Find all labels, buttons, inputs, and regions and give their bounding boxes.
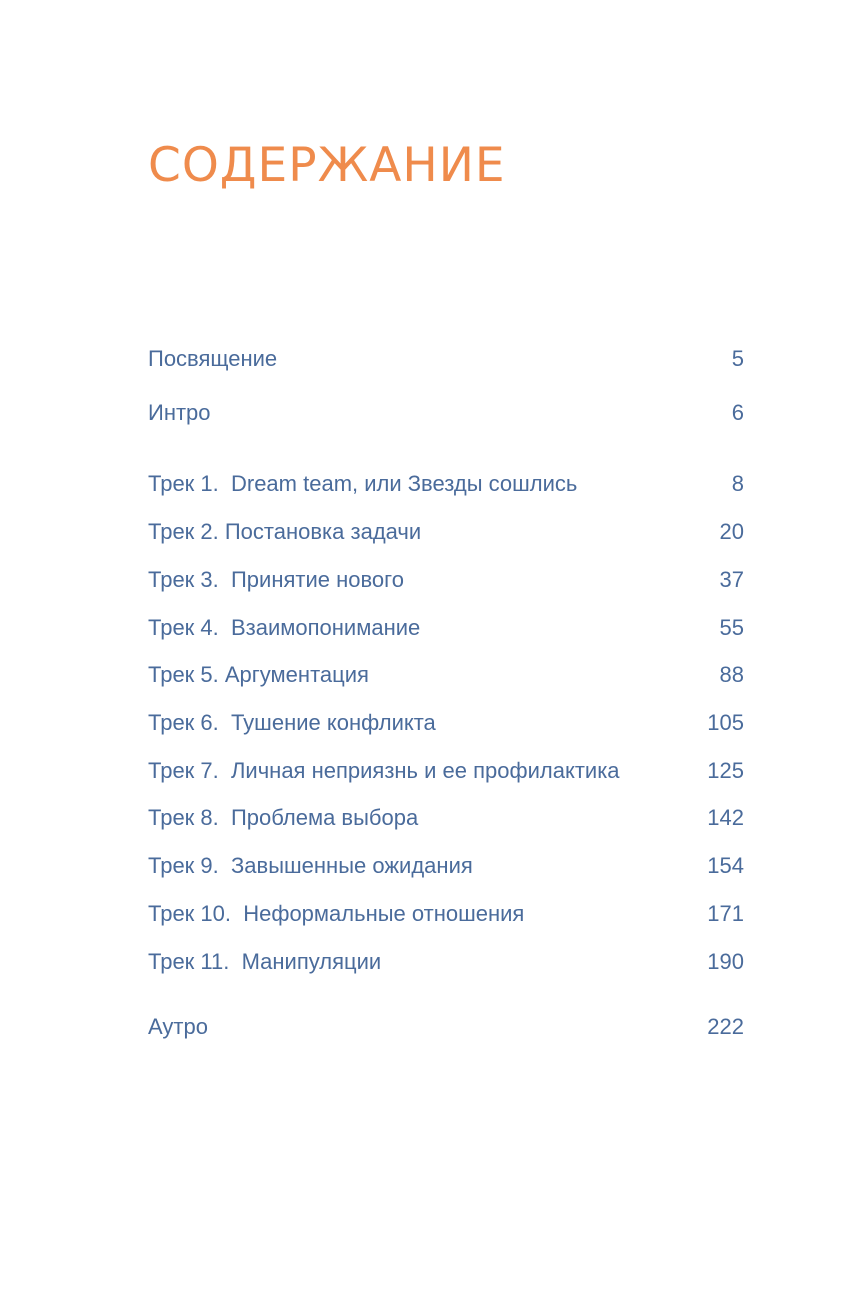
- toc-entry-page: 8: [731, 471, 744, 496]
- toc-entry-track-2[interactable]: [148, 518, 744, 546]
- toc-entry-page: 88: [719, 662, 744, 687]
- toc-entry-label: Интро: [148, 400, 211, 425]
- toc-entry-label: Трек 4. Взаимопонимание: [148, 615, 421, 640]
- toc-entry-label: Посвящение: [148, 346, 278, 371]
- toc-entry-label: Трек 5. Аргументация: [148, 662, 369, 687]
- page-title: СОДЕРЖАНИЕ: [148, 138, 506, 193]
- toc-entry-track-6[interactable]: [148, 709, 744, 737]
- toc-entry-label: Трек 11. Манипуляции: [148, 949, 382, 974]
- toc-entry-page: 37: [719, 567, 744, 592]
- toc-entry-label: Трек 2. Постановка задачи: [148, 519, 422, 544]
- toc-entry-track-1[interactable]: [148, 470, 744, 498]
- toc-entry-track-7[interactable]: [148, 757, 744, 785]
- toc-entry-intro[interactable]: [148, 399, 744, 427]
- toc-entry-page: 55: [719, 615, 744, 640]
- toc-entry-page: 20: [719, 519, 744, 544]
- toc-entry-label: Трек 1. Dream team, или Звезды сошлись: [148, 471, 578, 496]
- toc-entry-track-9[interactable]: [148, 852, 744, 880]
- toc-entry-track-11[interactable]: [148, 948, 744, 976]
- toc-entry-label: Трек 7. Личная неприязнь и ее профилактика: [148, 758, 620, 783]
- toc-entry-page: 105: [707, 710, 744, 735]
- toc-entry-page: 190: [707, 949, 744, 974]
- toc-entry-page: 5: [731, 346, 744, 371]
- toc-entry-page: 154: [707, 853, 744, 878]
- toc-entry-track-3[interactable]: [148, 566, 744, 594]
- toc-entry-outro[interactable]: [148, 1013, 744, 1041]
- toc-entry-label: Трек 3. Принятие нового: [148, 567, 404, 592]
- toc-entry-page: 6: [731, 400, 744, 425]
- toc-entry-label: Трек 8. Проблема выбора: [148, 805, 419, 830]
- toc-entry-dedication[interactable]: [148, 345, 744, 373]
- toc-entry-track-8[interactable]: [148, 804, 744, 832]
- toc-entry-label: Аутро: [148, 1014, 208, 1039]
- toc-entry-track-10[interactable]: [148, 900, 744, 928]
- toc-entry-track-5[interactable]: [148, 661, 744, 689]
- toc-entry-page: 222: [707, 1014, 744, 1039]
- toc-entry-track-4[interactable]: [148, 614, 744, 642]
- toc-entry-label: Трек 9. Завышенные ожидания: [148, 853, 473, 878]
- toc-entry-label: Трек 10. Неформальные отношения: [148, 901, 525, 926]
- toc-entry-page: 171: [707, 901, 744, 926]
- toc-entry-page: 142: [707, 805, 744, 830]
- toc-entry-page: 125: [707, 758, 744, 783]
- toc-entry-label: Трек 6. Тушение конфликта: [148, 710, 436, 735]
